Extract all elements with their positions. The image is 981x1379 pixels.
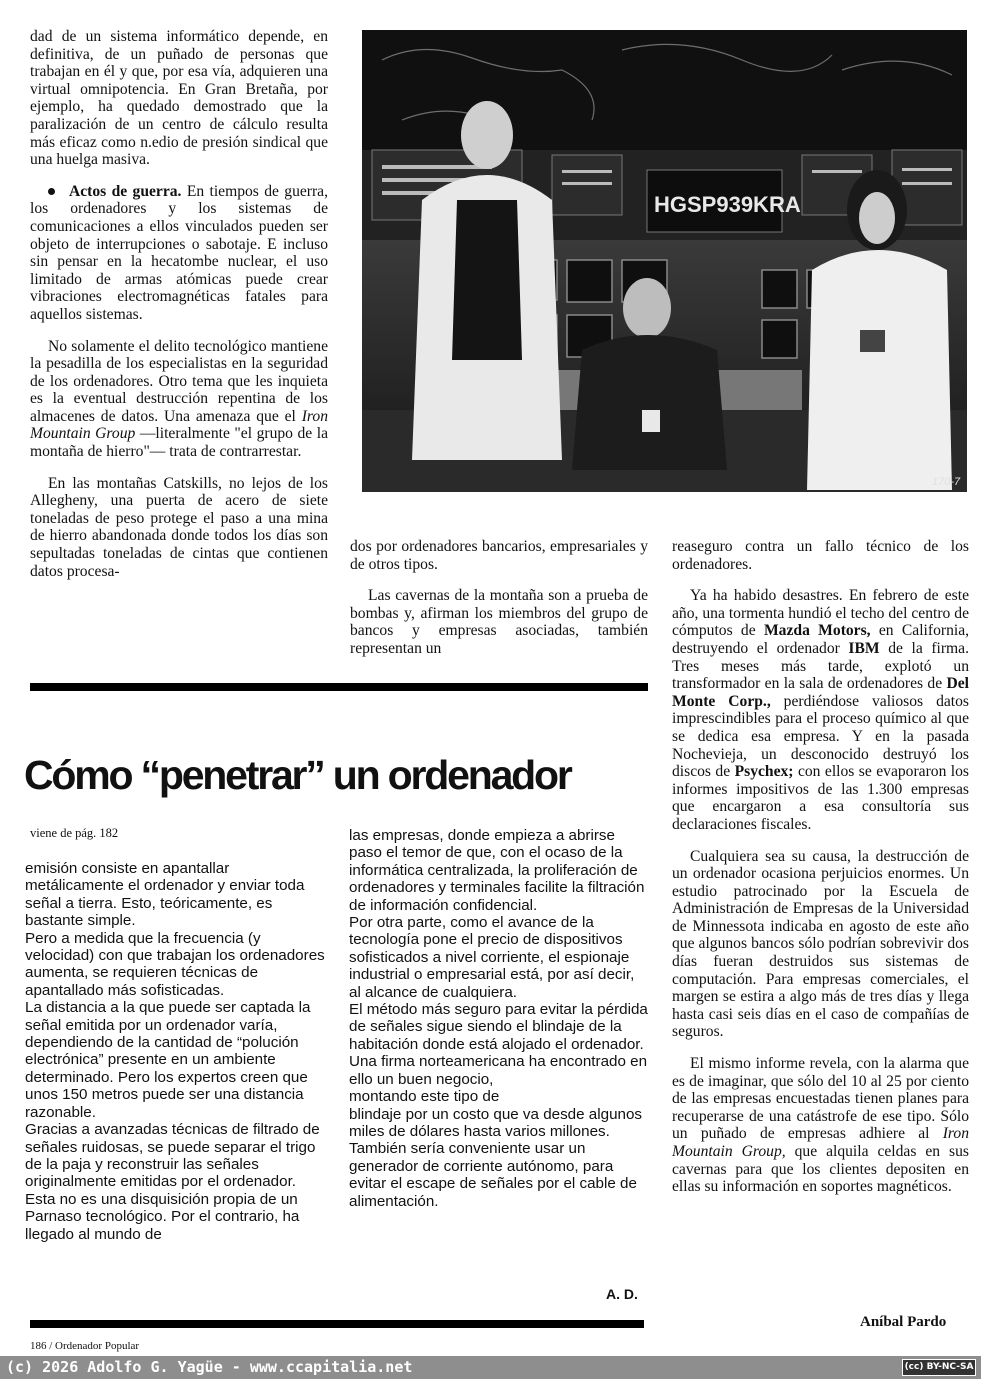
sidebar-signoff: A. D. (606, 1286, 638, 1302)
copyright-footer (0, 1356, 981, 1379)
column-3 (672, 538, 969, 1210)
paragraph-actos-de-guerra (30, 183, 328, 324)
sidebar-paragraph: Pero a medida que la frecuencia (y velocidad) con que trabajan los ordenadores aumenta, se requieren técnicas de apantallado más sofisticadas. (25, 929, 325, 999)
italic-text: Iron Mountain Group (30, 407, 328, 443)
paragraph: En las montañas Catskills, no lejos de los Allegheny, una puerta de acero de siete toneladas de peso protege el paso a una mina de hierro abandonada donde todos los días son sepultadas toneladas de cintas que contienen datos procesa- (30, 474, 328, 580)
paragraph-text: de la firma. Tres meses más tarde, explotó un transformador en la sala de ordenadores de (672, 639, 969, 693)
paragraph-text: Ya ha habido desastres. En febrero de este año, una tormenta hundió el techo del centro de cómputos de (672, 587, 969, 640)
paragraph (30, 338, 328, 461)
sidebar-paragraph: El método más seguro para evitar la pérdida de señales sigue siendo el blindaje de la habitación donde está alojado el ordenador. Una firma norteamericana ha encontrado en ello un buen negocio, (349, 1001, 648, 1088)
bullet-icon (48, 188, 55, 195)
sidebar-paragraph: La distancia a la que puede ser captada la señal emitida por un ordenador varía, dependiendo de la cantidad de “polución electrónica” presente en un ambiente determinado. Pero los expertos creen que unos 150 metros puede ser una distancia razonable. (25, 999, 311, 1121)
italic-text: Iron Mountain Group, (672, 1125, 969, 1160)
paragraph-text: con ellos se evaporaron los informes impositivos de las 1.300 empresas que encargaron a esa consultoría sus declaraciones fiscales. (672, 763, 970, 833)
paragraph-text: —literalmente "el grupo de la montaña de hierro"— trata de contrarrestar. (30, 425, 328, 461)
section-rule-top (30, 683, 648, 691)
paragraph (672, 587, 969, 833)
photo-illustration (362, 30, 967, 492)
sidebar-paragraph: montando este tipo de (349, 1088, 500, 1106)
sidebar-headline: Cómo “penetrar” un ordenador (24, 752, 571, 798)
company-name: IBM (848, 639, 880, 657)
column-1-top (30, 28, 328, 594)
sidebar-column-1 (25, 860, 330, 1243)
control-room-photo (362, 30, 967, 492)
paragraph-text: que alquila celdas en sus cavernas para que los clientes depositen en ellas su información en soportes magnéticos. (672, 1143, 969, 1196)
cc-license-badge: (cc) BY-NC-SA (902, 1359, 976, 1376)
paragraph-text: perdiéndose valiosos datos imprescindibles para el proceso químico al que se dedica esa empresa. Y en la pasada Nochevieja, un desconocido destruyó los discos de (672, 692, 969, 781)
paragraph: reaseguro contra un fallo técnico de los ordenadores. (672, 538, 969, 573)
company-name: Psychex; (734, 763, 794, 781)
photo-code: 170-7 (932, 476, 961, 488)
paragraph-text: en California, destruyendo el ordenador (672, 622, 970, 657)
screen-text: HGSP939KRA (654, 192, 801, 217)
section-rule-bottom (30, 1320, 644, 1328)
sidebar-paragraph: Esta no es una disquisición propia de un Parnaso tecnológico. Por el contrario, ha llegado al mundo de (25, 1190, 300, 1243)
page-folio: 186 / Ordenador Popular (30, 1340, 140, 1352)
paragraph: Cualquiera sea su causa, la destrucción de un ordenador ocasiona perjuicios enormes. Un estudio patrocinado por la Escuela de Administración de Empresas de la Universidad de Minnessota indicaba en agosto de este año que algunos bancos sólo podrían sobrevivir dos días fueran destruidos sus sistemas de computación. Para empresas comerciales, el margen se estira a algo más de tres días y llega hasta casi seis días en el caso de compañías de seguros. (672, 847, 969, 1041)
sidebar-paragraph: Gracias a avanzadas técnicas de filtrado de señales ruidosas, se puede separar el trigo de la paja y reconstruir las señales originalmente emitidas por el ordenador. (25, 1121, 320, 1191)
company-name: Mazda Motors, (763, 622, 871, 640)
column-2-top (350, 538, 648, 672)
sidebar-column-2 (349, 827, 649, 1210)
subheading: Actos de guerra. (69, 182, 182, 200)
continued-from-note: viene de pág. 182 (30, 826, 119, 840)
paragraph: dos por ordenadores bancarios, empresariales y de otros tipos. (350, 538, 648, 573)
paragraph-text: No solamente el delito tecnológico mantiene la pesadilla de los especialistas en la seguridad de los ordenadores. Otro tema que les inquieta es la eventual destrucción repentina de los almacenes de datos. Una amenaza que el (30, 337, 328, 425)
sidebar-paragraph: Por otra parte, como el avance de la tecnología pone el precio de dispositivos sofisticados a nivel corriente, el espionaje industrial o empresarial está, por así decir, al alcance de cualquiera. (349, 914, 635, 1001)
paragraph: Las cavernas de la montaña son a prueba de bombas y, afirman los miembros del grupo de bancos y empresas asociadas, también representan un (350, 587, 648, 657)
sidebar-paragraph: las empresas, donde empieza a abrirse paso el temor de que, con el ocaso de la informática centralizada, la proliferación de ordenadores y terminales facilite la filtración de información confidencial. (349, 827, 645, 914)
article-author: Aníbal Pardo (860, 1314, 947, 1330)
paragraph: dad de un sistema informático depende, en definitiva, de un puñado de personas que trabajan en él y que, por esa vía, adquieren una virtual omnipotencia. En Gran Bretaña, por ejemplo, ha quedado demostrado que la paralización de un centro de cálculo resulta más eficaz como n.edio de presión sindical que una huelga masiva. (30, 28, 328, 169)
copyright-text: (c) 2026 Adolfo G. Yagüe - www.ccapitalia.net (6, 1358, 413, 1376)
sidebar-paragraph: blindaje por un costo que va desde algunos miles de dólares hasta varios millones. También sería conveniente usar un generador de corriente autónomo, para evitar el escape de señales por el cable de alimentación. (349, 1105, 642, 1210)
sidebar-paragraph: emisión consiste en apantallar metálicamente el ordenador y enviar toda señal a tierra. Esto, teóricamente, es bastante simple. (25, 860, 305, 930)
paragraph-text: El mismo informe revela, con la alarma que es de imaginar, que sólo del 10 al 25 por ciento de las empresas encuestadas tienen planes para recuperarse de una catástrofe de ese tipo. Sólo un puñado de empresas adhiere al (672, 1055, 969, 1143)
paragraph-text: En tiempos de guerra, los ordenadores y los sistemas de comunicaciones a ellos vinculados pueden ser objeto de interrupciones o sabotaje. E incluso sin pensar en la hecatombe nuclear, el uso limitado de armas atómicas puede crear vibraciones electromagnéticas fatales para aquellos sistemas. (30, 182, 329, 323)
paragraph (672, 1055, 969, 1196)
company-name: Del Monte Corp., (672, 675, 969, 710)
